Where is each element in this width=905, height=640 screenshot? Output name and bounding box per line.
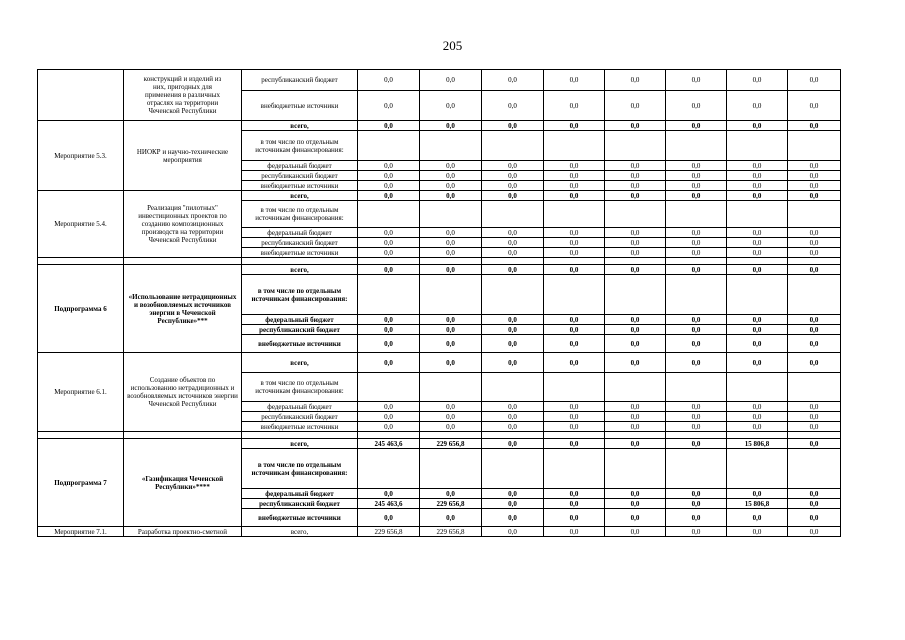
value-cell: 0,0 [482,402,544,412]
value-cell: 0,0 [482,265,544,275]
value-cell: 0,0 [605,161,666,171]
value-cell: 0,0 [666,439,727,449]
value-cell: 0,0 [666,228,727,238]
value-cell: 0,0 [788,161,841,171]
empty-cell [666,131,727,161]
value-cell: 0,0 [482,228,544,238]
empty-cell [788,432,841,439]
value-cell: 0,0 [605,181,666,191]
row-name-cell: Мероприятие 5.4. [38,191,124,258]
value-cell: 0,0 [727,191,788,201]
table-row [38,439,841,449]
value-cell: 0,0 [666,315,727,325]
source-federal-cell: федеральный бюджет [242,315,358,325]
value-cell: 0,0 [420,248,482,258]
value-cell: 0,0 [605,509,666,527]
value-cell: 0,0 [788,499,841,509]
table-row [38,527,841,537]
value-cell: 0,0 [358,228,420,238]
empty-cell [727,373,788,402]
empty-cell [788,201,841,228]
value-cell: 0,0 [544,509,605,527]
value-cell: 15 806,8 [727,439,788,449]
empty-cell [788,258,841,265]
value-cell: 0,0 [727,353,788,373]
empty-cell [605,432,666,439]
value-cell: 0,0 [544,191,605,201]
value-cell: 0,0 [544,228,605,238]
empty-cell [666,373,727,402]
value-cell: 0,0 [482,499,544,509]
value-cell: 0,0 [358,315,420,325]
empty-cell [420,131,482,161]
value-cell: 0,0 [544,181,605,191]
budget-table [37,69,841,537]
value-cell: 0,0 [605,353,666,373]
empty-cell [544,373,605,402]
value-cell: 0,0 [358,335,420,353]
value-cell: 0,0 [420,70,482,91]
value-cell: 229 656,8 [420,527,482,537]
value-cell: 0,0 [420,181,482,191]
source-offbudget-cell: внебюджетные источники [242,509,358,527]
value-cell: 0,0 [605,499,666,509]
value-cell: 0,0 [605,439,666,449]
value-cell: 0,0 [605,228,666,238]
source-offbudget-cell: внебюджетные источники [242,335,358,353]
value-cell: 0,0 [544,412,605,422]
source-republic-cell: республиканский бюджет [242,325,358,335]
empty-cell [666,449,727,489]
value-cell: 0,0 [666,248,727,258]
value-cell: 0,0 [727,325,788,335]
value-cell: 0,0 [482,248,544,258]
value-cell: 0,0 [605,191,666,201]
empty-cell [544,432,605,439]
value-cell: 0,0 [420,412,482,422]
empty-cell [242,258,358,265]
value-cell: 0,0 [482,489,544,499]
value-cell: 0,0 [666,161,727,171]
source-republic-cell: республиканский бюджет [242,171,358,181]
empty-cell [358,258,420,265]
value-cell: 0,0 [727,171,788,181]
table-row [38,70,841,91]
value-cell: 0,0 [420,161,482,171]
value-cell: 0,0 [482,353,544,373]
empty-cell [124,258,242,265]
value-cell: 0,0 [666,422,727,432]
value-cell: 0,0 [727,265,788,275]
value-cell: 0,0 [358,191,420,201]
empty-cell [420,258,482,265]
value-cell: 0,0 [482,121,544,131]
value-cell: 0,0 [482,181,544,191]
value-cell: 0,0 [358,265,420,275]
value-cell: 0,0 [666,121,727,131]
value-cell: 0,0 [420,121,482,131]
value-cell: 0,0 [605,171,666,181]
value-cell: 0,0 [544,439,605,449]
value-cell: 0,0 [544,527,605,537]
empty-cell [482,131,544,161]
value-cell: 0,0 [482,161,544,171]
value-cell: 0,0 [666,353,727,373]
value-cell: 0,0 [788,335,841,353]
value-cell: 0,0 [358,161,420,171]
source-cell: внебюджетные источники [242,91,358,121]
value-cell: 0,0 [358,325,420,335]
value-cell: 0,0 [420,228,482,238]
empty-cell [727,201,788,228]
table-row [38,121,841,131]
value-cell: 0,0 [482,422,544,432]
value-cell: 0,0 [605,489,666,499]
value-cell: 0,0 [788,91,841,121]
empty-cell [420,373,482,402]
value-cell: 0,0 [605,121,666,131]
empty-cell [358,449,420,489]
value-cell: 0,0 [666,509,727,527]
value-cell: 0,0 [666,402,727,412]
value-cell: 0,0 [788,489,841,499]
empty-cell [358,275,420,315]
source-incl-cell: в том числе по отдельным источникам финансирования: [242,201,358,228]
source-offbudget-cell: внебюджетные источники [242,181,358,191]
value-cell: 229 656,8 [420,439,482,449]
value-cell: 0,0 [544,238,605,248]
value-cell: 0,0 [358,121,420,131]
empty-cell [420,449,482,489]
empty-cell [544,275,605,315]
value-cell: 0,0 [420,509,482,527]
value-cell: 0,0 [544,121,605,131]
empty-cell [482,373,544,402]
value-cell: 0,0 [788,121,841,131]
value-cell: 0,0 [544,265,605,275]
row-desc-cell: конструкций и изделий из них, пригодных для применения в различных отраслях на территории Чеченской Республики [124,70,242,121]
source-incl-cell: в том числе по отдельным источникам финансирования: [242,373,358,402]
value-cell: 0,0 [666,91,727,121]
value-cell: 0,0 [358,402,420,412]
value-cell: 0,0 [727,412,788,422]
value-cell: 229 656,8 [420,499,482,509]
value-cell: 0,0 [420,353,482,373]
value-cell: 0,0 [605,248,666,258]
empty-cell [38,432,124,439]
value-cell: 0,0 [727,70,788,91]
value-cell: 0,0 [666,412,727,422]
row-desc-cell: «Газификация Чеченской Республики»**** [124,439,242,527]
empty-cell [242,432,358,439]
empty-cell [788,131,841,161]
source-offbudget-cell: внебюджетные источники [242,248,358,258]
empty-cell [605,275,666,315]
source-republic-cell: республиканский бюджет [242,499,358,509]
value-cell: 0,0 [358,70,420,91]
empty-cell [544,258,605,265]
value-cell: 0,0 [788,325,841,335]
source-incl-cell: в том числе по отдельным источникам финансирования: [242,449,358,489]
table-row [38,191,841,201]
empty-cell [666,275,727,315]
value-cell: 0,0 [666,238,727,248]
value-cell: 0,0 [420,335,482,353]
value-cell: 0,0 [605,91,666,121]
value-cell: 0,0 [727,161,788,171]
row-desc-cell: Создание объектов по использованию нетрадиционных и возобновляемых источников энергии Чеченской Республики [124,353,242,432]
empty-cell [727,275,788,315]
value-cell: 0,0 [544,325,605,335]
empty-cell [605,258,666,265]
value-cell: 0,0 [482,171,544,181]
source-offbudget-cell: внебюджетные источники [242,422,358,432]
empty-cell [605,201,666,228]
value-cell: 0,0 [605,325,666,335]
empty-cell [727,131,788,161]
empty-cell [358,201,420,228]
empty-cell [482,258,544,265]
empty-cell [124,432,242,439]
value-cell: 0,0 [666,181,727,191]
value-cell: 0,0 [358,353,420,373]
value-cell: 0,0 [420,191,482,201]
value-cell: 0,0 [544,402,605,412]
value-cell: 0,0 [666,265,727,275]
value-cell: 15 806,8 [727,499,788,509]
value-cell: 0,0 [358,91,420,121]
value-cell: 0,0 [666,527,727,537]
value-cell: 0,0 [420,265,482,275]
value-cell: 0,0 [605,402,666,412]
value-cell: 0,0 [727,422,788,432]
value-cell: 0,0 [482,325,544,335]
value-cell: 0,0 [666,499,727,509]
value-cell: 0,0 [420,402,482,412]
source-cell: республиканский бюджет [242,70,358,91]
value-cell: 0,0 [666,335,727,353]
empty-cell [727,449,788,489]
value-cell: 0,0 [482,509,544,527]
value-cell: 0,0 [544,335,605,353]
value-cell: 0,0 [544,70,605,91]
row-name-cell: Мероприятие 5.3. [38,121,124,191]
value-cell: 0,0 [544,248,605,258]
value-cell: 0,0 [727,315,788,325]
empty-cell [358,432,420,439]
row-name-cell: Подпрограмма 6 [38,265,124,353]
value-cell: 0,0 [544,353,605,373]
source-federal-cell: федеральный бюджет [242,228,358,238]
value-cell: 0,0 [420,422,482,432]
value-cell: 0,0 [420,325,482,335]
value-cell: 0,0 [544,315,605,325]
value-cell: 0,0 [666,171,727,181]
value-cell: 0,0 [788,439,841,449]
value-cell: 0,0 [482,335,544,353]
row-desc-cell: Реализация "пилотных" инвестиционных проектов по созданию композиционных производств на территории Чеченской Республики [124,191,242,258]
value-cell: 0,0 [420,171,482,181]
empty-cell [666,258,727,265]
value-cell: 0,0 [544,91,605,121]
value-cell: 0,0 [420,315,482,325]
value-cell: 0,0 [420,489,482,499]
page-number: 205 [442,38,463,53]
value-cell: 0,0 [420,91,482,121]
row-name-cell: Подпрограмма 7 [38,439,124,527]
empty-cell [544,449,605,489]
value-cell: 0,0 [358,181,420,191]
value-cell: 0,0 [544,161,605,171]
empty-cell [788,275,841,315]
value-cell: 0,0 [605,412,666,422]
empty-cell [666,201,727,228]
value-cell: 0,0 [788,509,841,527]
empty-cell [420,275,482,315]
empty-cell [727,258,788,265]
empty-cell [38,258,124,265]
empty-cell [544,201,605,228]
value-cell: 0,0 [788,402,841,412]
source-total-cell: всего, [242,353,358,373]
value-cell: 0,0 [358,248,420,258]
value-cell: 0,0 [358,509,420,527]
value-cell: 0,0 [727,489,788,499]
value-cell: 0,0 [482,70,544,91]
value-cell: 0,0 [727,402,788,412]
value-cell: 0,0 [788,70,841,91]
value-cell: 0,0 [482,191,544,201]
value-cell: 0,0 [358,171,420,181]
value-cell: 0,0 [788,238,841,248]
empty-cell [605,373,666,402]
value-cell: 0,0 [605,527,666,537]
table-row [38,265,841,275]
value-cell: 0,0 [788,191,841,201]
value-cell: 0,0 [788,315,841,325]
value-cell: 0,0 [358,238,420,248]
empty-cell [666,432,727,439]
empty-cell [358,373,420,402]
row-name-cell: Мероприятие 6.1. [38,353,124,432]
value-cell: 0,0 [788,265,841,275]
empty-cell [605,131,666,161]
value-cell: 0,0 [605,70,666,91]
value-cell: 0,0 [727,527,788,537]
value-cell: 0,0 [420,238,482,248]
source-total-cell: всего, [242,265,358,275]
value-cell: 0,0 [482,315,544,325]
value-cell: 0,0 [358,489,420,499]
source-federal-cell: федеральный бюджет [242,402,358,412]
row-name-cell [38,70,124,121]
empty-cell [482,201,544,228]
value-cell: 0,0 [666,489,727,499]
value-cell: 0,0 [666,70,727,91]
table-row [38,258,841,265]
value-cell: 0,0 [482,238,544,248]
empty-cell [420,432,482,439]
value-cell: 0,0 [727,121,788,131]
empty-cell [420,201,482,228]
value-cell: 0,0 [727,248,788,258]
table-row [38,353,841,373]
row-desc-cell: НИОКР и научно-технические мероприятия [124,121,242,191]
value-cell: 0,0 [727,335,788,353]
value-cell: 0,0 [544,422,605,432]
empty-cell [544,131,605,161]
empty-cell [358,131,420,161]
value-cell: 0,0 [788,228,841,238]
row-desc-cell: «Использование нетрадиционных и возобновляемых источников энергии в Чеченской Республике»*** [124,265,242,353]
value-cell: 0,0 [788,353,841,373]
source-total-cell: всего, [242,191,358,201]
source-federal-cell: федеральный бюджет [242,161,358,171]
source-incl-cell: в том числе по отдельным источникам финансирования: [242,131,358,161]
value-cell: 0,0 [605,422,666,432]
value-cell: 0,0 [605,238,666,248]
value-cell: 0,0 [358,422,420,432]
value-cell: 0,0 [727,238,788,248]
value-cell: 0,0 [788,527,841,537]
value-cell: 0,0 [727,181,788,191]
table-row [38,432,841,439]
value-cell: 0,0 [788,171,841,181]
value-cell: 0,0 [544,171,605,181]
row-name-cell: Мероприятие 7.1. [38,527,124,537]
empty-cell [482,432,544,439]
value-cell: 0,0 [788,412,841,422]
source-incl-cell: в том числе по отдельным источникам финансирования: [242,275,358,315]
value-cell: 0,0 [482,527,544,537]
value-cell: 0,0 [727,228,788,238]
empty-cell [727,432,788,439]
value-cell: 0,0 [605,265,666,275]
value-cell: 0,0 [788,181,841,191]
value-cell: 0,0 [358,412,420,422]
row-desc-cell: Разработка проектно-сметной [124,527,242,537]
source-total-cell: всего, [242,121,358,131]
empty-cell [482,449,544,489]
value-cell: 229 656,8 [358,527,420,537]
value-cell: 245 463,6 [358,439,420,449]
value-cell: 0,0 [544,499,605,509]
empty-cell [482,275,544,315]
value-cell: 0,0 [482,91,544,121]
source-federal-cell: федеральный бюджет [242,489,358,499]
empty-cell [788,449,841,489]
value-cell: 0,0 [482,439,544,449]
value-cell: 0,0 [482,412,544,422]
source-total-cell: всего, [242,527,358,537]
empty-cell [788,373,841,402]
value-cell: 0,0 [727,509,788,527]
value-cell: 0,0 [788,248,841,258]
value-cell: 245 463,6 [358,499,420,509]
source-republic-cell: республиканский бюджет [242,238,358,248]
value-cell: 0,0 [788,422,841,432]
source-republic-cell: республиканский бюджет [242,412,358,422]
value-cell: 0,0 [605,335,666,353]
value-cell: 0,0 [544,489,605,499]
value-cell: 0,0 [666,325,727,335]
source-total-cell: всего, [242,439,358,449]
value-cell: 0,0 [727,91,788,121]
value-cell: 0,0 [666,191,727,201]
empty-cell [605,449,666,489]
value-cell: 0,0 [605,315,666,325]
